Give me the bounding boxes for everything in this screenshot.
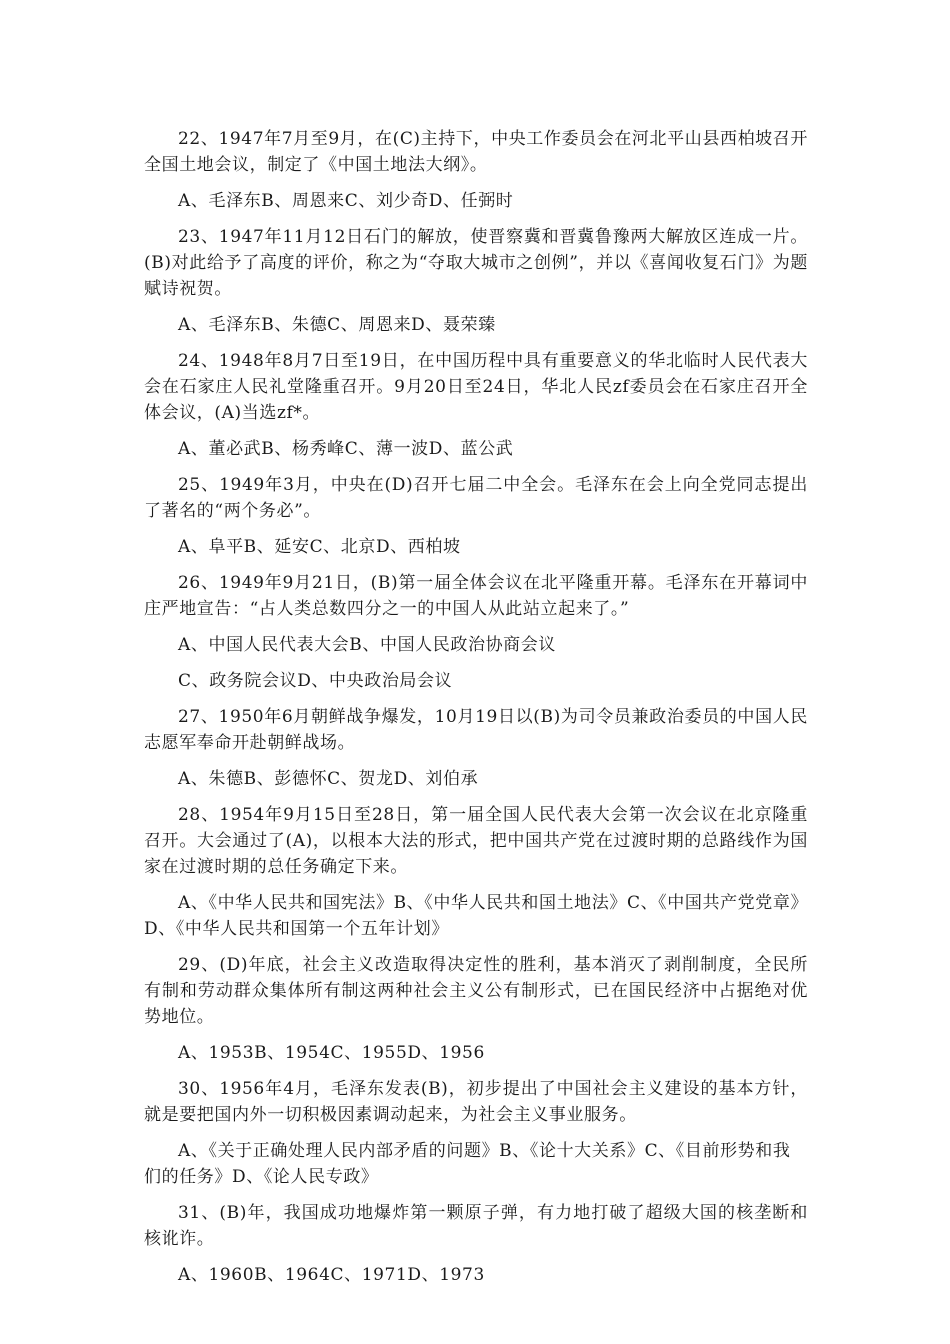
question-options: A、《中华人民共和国宪法》B、《中华人民共和国土地法》C、《中国共产党党章》D、《中华人民共和国第一个五年计划》 (144, 893, 800, 939)
question-stem: 23、1947年11月12日石门的解放，使晋察冀和晋冀鲁豫两大解放区连成一片。(B)对此给予了高度的评价，称之为“夺取大城市之创例”，并以《喜闻收复石门》为题赋诗祝贺。 (144, 227, 808, 299)
question-28 (144, 802, 808, 942)
question-29 (144, 952, 808, 1066)
question-stem: 27、1950年6月朝鲜战争爆发，10月19日以(B)为司令员兼政治委员的中国人民志愿军奉命开赴朝鲜战场。 (144, 707, 808, 753)
question-stem: 30、1956年4月，毛泽东发表(B)，初步提出了中国社会主义建设的基本方针，就是要把国内外一切积极因素调动起来，为社会主义事业服务。 (144, 1079, 808, 1125)
question-options: A、《关于正确处理人民内部矛盾的问题》B、《论十大关系》C、《目前形势和我们的任务》D、《论人民专政》 (144, 1141, 791, 1187)
question-options: C、政务院会议D、中央政治局会议 (178, 671, 453, 691)
question-24 (144, 348, 808, 462)
question-stem: 25、1949年3月，中央在(D)召开七届二中全会。毛泽东在会上向全党同志提出了著名的“两个务必”。 (144, 475, 808, 521)
question-stem: 24、1948年8月7日至19日，在中国历程中具有重要意义的华北临时人民代表大会在石家庄人民礼堂隆重召开。9月20日至24日，华北人民zf委员会在石家庄召开全体会议，(A)当选zf*。 (144, 351, 808, 423)
question-options: A、董必武B、杨秀峰C、薄一波D、蓝公武 (178, 439, 514, 459)
question-stem: 22、1947年7月至9月，在(C)主持下，中央工作委员会在河北平山县西柏坡召开全国土地会议，制定了《中国土地法大纲》。 (144, 129, 808, 175)
document-page (144, 126, 808, 1298)
question-stem: 31、(B)年，我国成功地爆炸第一颗原子弹，有力地打破了超级大国的核垄断和核讹诈。 (144, 1203, 808, 1249)
question-stem: 29、(D)年底，社会主义改造取得决定性的胜利，基本消灭了剥削制度，全民所有制和劳动群众集体所有制这两种社会主义公有制形式，已在国民经济中占据绝对优势地位。 (144, 955, 808, 1027)
question-options: A、1953B、1954C、1955D、1956 (178, 1043, 485, 1063)
question-options: A、毛泽东B、朱德C、周恩来D、聂荣臻 (178, 315, 496, 335)
question-stem: 26、1949年9月21日，(B)第一届全体会议在北平隆重开幕。毛泽东在开幕词中庄严地宣告：“占人类总数四分之一的中国人从此站立起来了。” (144, 573, 808, 619)
question-22 (144, 126, 808, 214)
question-30 (144, 1076, 808, 1190)
question-options: A、阜平B、延安C、北京D、西柏坡 (178, 537, 461, 557)
question-options: A、朱德B、彭德怀C、贺龙D、刘伯承 (178, 769, 479, 789)
question-options: A、毛泽东B、周恩来C、刘少奇D、任弼时 (178, 191, 514, 211)
question-31 (144, 1200, 808, 1288)
question-options: A、中国人民代表大会B、中国人民政治协商会议 (178, 635, 556, 655)
question-25 (144, 472, 808, 560)
question-stem: 28、1954年9月15日至28日，第一届全国人民代表大会第一次会议在北京隆重召开。大会通过了(A)，以根本大法的形式，把中国共产党在过渡时期的总路线作为国家在过渡时期的总任务确定下来。 (144, 805, 808, 877)
question-23 (144, 224, 808, 338)
question-options: A、1960B、1964C、1971D、1973 (178, 1265, 485, 1285)
question-26 (144, 570, 808, 694)
question-27 (144, 704, 808, 792)
